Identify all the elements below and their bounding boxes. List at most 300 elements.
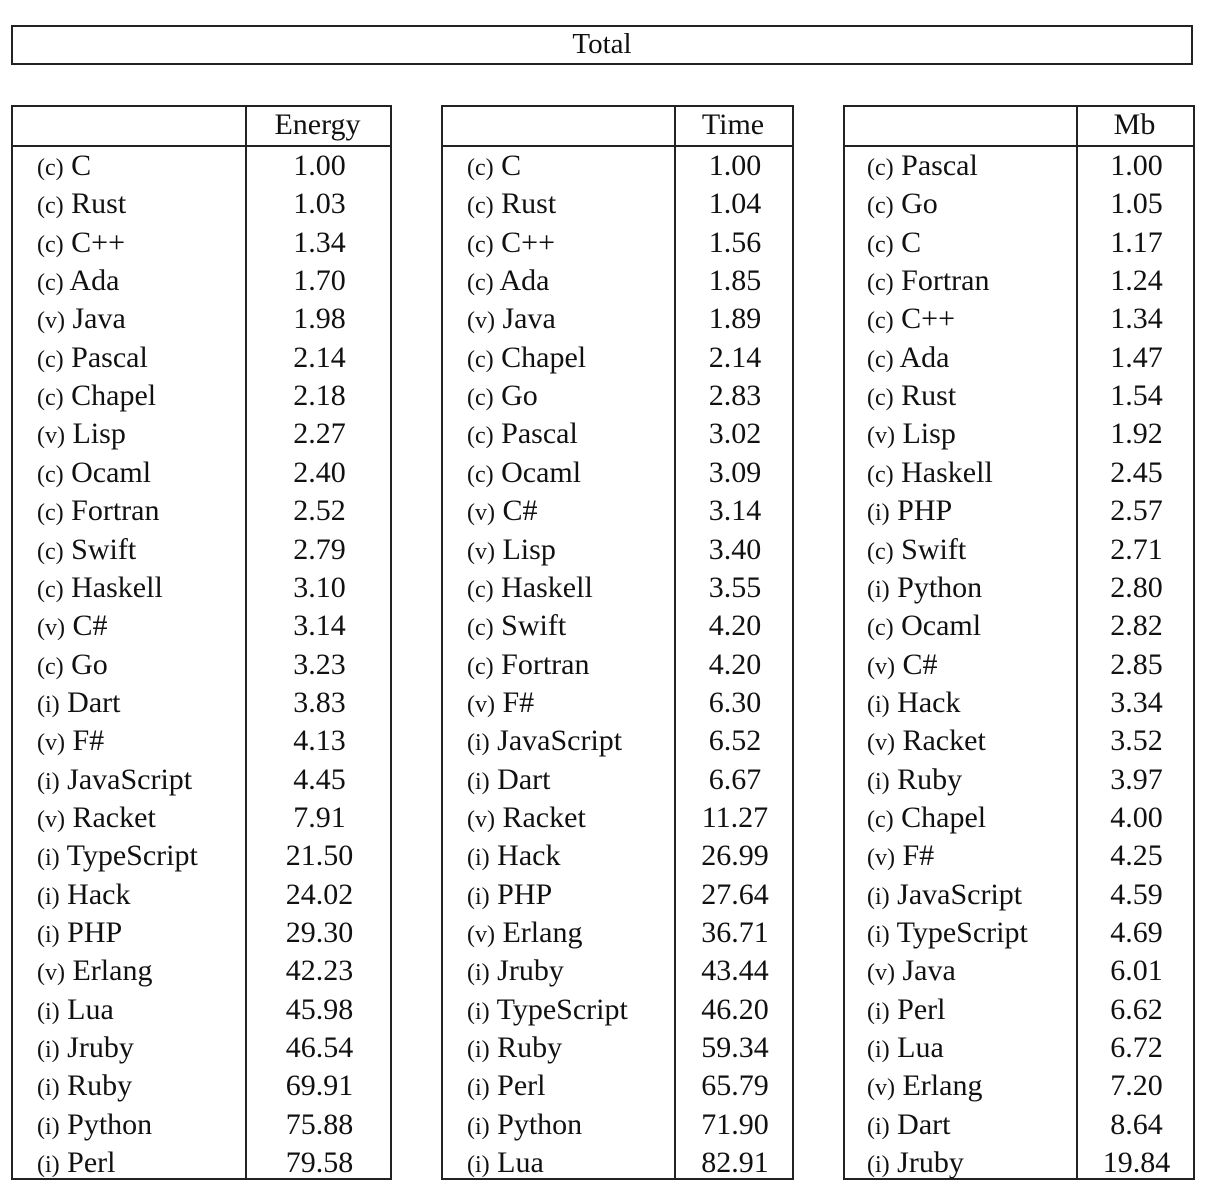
language-cell xyxy=(867,876,1022,916)
execution-type: (v) xyxy=(867,1075,895,1101)
language-cell xyxy=(867,300,955,340)
value-cell: 3.14 xyxy=(708,494,762,527)
execution-type: (v) xyxy=(37,807,65,833)
execution-type: (v) xyxy=(467,807,495,833)
table-row xyxy=(13,722,390,760)
language-name: JavaScript xyxy=(497,724,623,757)
execution-type: (c) xyxy=(37,500,64,526)
execution-type: (c) xyxy=(467,385,494,411)
language-cell xyxy=(867,185,938,225)
value-cell: 65.79 xyxy=(701,1069,769,1102)
value-cell: 19.84 xyxy=(1102,1146,1171,1179)
table-row xyxy=(443,837,792,875)
execution-type: (c) xyxy=(867,308,894,334)
language-name: Lua xyxy=(497,1146,544,1179)
language-name: Ada xyxy=(499,264,550,297)
table-row xyxy=(13,684,390,722)
table-row xyxy=(845,646,1193,684)
table-row xyxy=(443,377,792,415)
language-cell xyxy=(37,262,119,302)
table-row xyxy=(13,1067,390,1105)
language-name: Jruby xyxy=(897,1146,964,1179)
table-row xyxy=(443,607,792,645)
execution-type: (v) xyxy=(37,615,65,641)
value-cell: 6.01 xyxy=(1110,954,1163,987)
table-row xyxy=(443,914,792,952)
table-row xyxy=(443,722,792,760)
language-cell xyxy=(37,1144,115,1184)
language-cell xyxy=(867,1029,944,1069)
table-row xyxy=(443,415,792,453)
language-cell xyxy=(867,799,986,839)
execution-type: (i) xyxy=(867,692,890,718)
value-cell: 1.54 xyxy=(1110,379,1163,412)
table-row xyxy=(443,454,792,492)
language-name: Lua xyxy=(897,1031,944,1064)
language-name: Python xyxy=(897,571,983,604)
language-name: Pascal xyxy=(71,341,148,374)
value-cell: 2.14 xyxy=(293,341,346,374)
value-cell: 3.23 xyxy=(293,648,346,681)
language-cell xyxy=(867,569,982,609)
value-cell: 1.04 xyxy=(708,187,762,220)
value-cell: 1.00 xyxy=(708,149,762,182)
language-name: Lisp xyxy=(502,533,556,566)
table-row xyxy=(443,1106,792,1144)
value-cell: 29.30 xyxy=(285,916,354,949)
table-row xyxy=(443,224,792,262)
execution-type: (i) xyxy=(867,922,890,948)
table-row xyxy=(13,991,390,1029)
execution-type: (c) xyxy=(37,193,64,219)
table-row xyxy=(443,1144,792,1182)
execution-type: (i) xyxy=(37,884,60,910)
language-cell xyxy=(467,454,581,494)
value-cell: 1.85 xyxy=(708,264,762,297)
language-name: Java xyxy=(72,302,126,335)
language-name: Jruby xyxy=(497,954,564,987)
language-name: Rust xyxy=(71,187,127,220)
language-cell xyxy=(467,799,586,839)
value-cell: 1.34 xyxy=(293,226,346,259)
execution-type: (i) xyxy=(867,1114,890,1140)
execution-type: (i) xyxy=(467,845,490,871)
execution-type: (c) xyxy=(37,347,64,373)
value-cell: 1.24 xyxy=(1110,264,1163,297)
table-row xyxy=(13,185,390,223)
table-row xyxy=(443,339,792,377)
value-cell: 6.62 xyxy=(1110,993,1163,1026)
language-cell xyxy=(867,377,956,417)
value-cell: 82.91 xyxy=(701,1146,769,1179)
language-name: Fortran xyxy=(901,264,990,297)
execution-type: (v) xyxy=(467,500,495,526)
language-cell xyxy=(867,147,978,187)
language-cell xyxy=(467,377,538,417)
language-cell xyxy=(467,1144,544,1184)
execution-type: (v) xyxy=(37,423,65,449)
value-cell: 3.83 xyxy=(293,686,346,719)
language-cell xyxy=(37,1106,152,1146)
language-cell xyxy=(467,262,549,302)
table-row xyxy=(13,377,390,415)
value-cell: 2.71 xyxy=(1110,533,1163,566)
language-name: Haskell xyxy=(501,571,593,604)
language-name: Ocaml xyxy=(901,609,982,642)
execution-type: (c) xyxy=(37,270,64,296)
value-cell: 46.54 xyxy=(285,1031,354,1064)
language-name: C# xyxy=(72,609,108,642)
value-cell: 2.82 xyxy=(1110,609,1163,642)
language-name: Dart xyxy=(497,763,551,796)
value-cell: 1.17 xyxy=(1110,226,1163,259)
table-row xyxy=(443,300,792,338)
language-cell xyxy=(37,569,163,609)
execution-type: (c) xyxy=(467,615,494,641)
execution-type: (c) xyxy=(867,385,894,411)
value-cell: 2.45 xyxy=(1110,456,1163,489)
language-cell xyxy=(467,876,552,916)
value-cell: 1.56 xyxy=(708,226,762,259)
execution-type: (v) xyxy=(37,960,65,986)
language-cell xyxy=(467,914,582,954)
value-cell: 3.14 xyxy=(293,609,346,642)
execution-type: (c) xyxy=(467,423,494,449)
language-name: C# xyxy=(502,494,538,527)
language-name: Dart xyxy=(67,686,121,719)
execution-type: (c) xyxy=(867,807,894,833)
value-cell: 3.55 xyxy=(708,571,762,604)
language-name: Racket xyxy=(72,801,156,834)
table-row xyxy=(845,991,1193,1029)
language-name: Python xyxy=(67,1108,153,1141)
value-cell: 43.44 xyxy=(701,954,769,987)
language-name: Rust xyxy=(501,187,557,220)
execution-type: (i) xyxy=(37,1037,60,1063)
table-row xyxy=(845,339,1193,377)
table-row xyxy=(443,1029,792,1067)
execution-type: (i) xyxy=(467,884,490,910)
language-cell xyxy=(37,300,126,340)
language-cell xyxy=(867,952,956,992)
value-cell: 1.05 xyxy=(1110,187,1163,220)
language-cell xyxy=(467,492,538,532)
execution-type: (v) xyxy=(867,730,895,756)
language-name: F# xyxy=(902,839,935,872)
language-name: Java xyxy=(902,954,956,987)
table-row xyxy=(845,607,1193,645)
language-cell xyxy=(867,837,934,877)
language-cell xyxy=(867,991,945,1031)
value-cell: 4.59 xyxy=(1110,878,1163,911)
value-cell: 6.72 xyxy=(1110,1031,1163,1064)
table-row xyxy=(13,952,390,990)
language-cell xyxy=(37,914,122,954)
execution-type: (i) xyxy=(867,500,890,526)
value-cell: 3.02 xyxy=(708,417,762,450)
language-cell xyxy=(867,415,956,455)
language-cell xyxy=(37,607,108,647)
language-cell xyxy=(867,262,989,302)
language-name: Java xyxy=(502,302,556,335)
table-row xyxy=(13,761,390,799)
value-cell: 7.91 xyxy=(293,801,346,834)
value-cell: 1.70 xyxy=(293,264,346,297)
language-name: PHP xyxy=(897,494,953,527)
language-cell xyxy=(37,185,126,225)
language-cell xyxy=(867,761,962,801)
language-cell xyxy=(867,492,952,532)
table-row xyxy=(443,492,792,530)
execution-type: (v) xyxy=(467,692,495,718)
execution-type: (i) xyxy=(37,692,60,718)
table-row xyxy=(845,684,1193,722)
language-cell xyxy=(467,1067,545,1107)
table-row xyxy=(443,185,792,223)
execution-type: (i) xyxy=(867,577,890,603)
table-row xyxy=(845,454,1193,492)
value-cell: 1.98 xyxy=(293,302,346,335)
value-cell: 27.64 xyxy=(701,878,769,911)
table-row xyxy=(845,531,1193,569)
execution-type: (i) xyxy=(467,1152,490,1178)
language-name: Erlang xyxy=(902,1069,983,1102)
language-name: Go xyxy=(901,187,938,220)
execution-type: (c) xyxy=(467,193,494,219)
language-name: Swift xyxy=(71,533,137,566)
execution-type: (i) xyxy=(467,1114,490,1140)
value-cell: 1.89 xyxy=(708,302,762,335)
language-cell xyxy=(37,876,130,916)
execution-type: (v) xyxy=(867,845,895,871)
table-row xyxy=(13,799,390,837)
execution-type: (c) xyxy=(37,155,64,181)
language-cell xyxy=(867,1106,950,1146)
table-row xyxy=(13,339,390,377)
table-row xyxy=(13,415,390,453)
language-name: Ocaml xyxy=(501,456,582,489)
execution-type: (c) xyxy=(867,539,894,565)
value-cell: 2.27 xyxy=(293,417,346,450)
execution-type: (i) xyxy=(467,999,490,1025)
language-name: PHP xyxy=(67,916,123,949)
language-cell xyxy=(467,761,550,801)
execution-type: (c) xyxy=(867,155,894,181)
execution-type: (v) xyxy=(467,308,495,334)
value-cell: 45.98 xyxy=(285,993,354,1026)
execution-type: (c) xyxy=(467,347,494,373)
language-name: Rust xyxy=(901,379,957,412)
language-cell xyxy=(37,224,125,264)
table-row xyxy=(443,1067,792,1105)
language-name: TypeScript xyxy=(66,839,198,872)
language-name: Perl xyxy=(67,1146,116,1179)
value-cell: 3.40 xyxy=(708,533,762,566)
language-name: Chapel xyxy=(71,379,157,412)
language-cell xyxy=(867,339,949,379)
table-row xyxy=(443,684,792,722)
execution-type: (i) xyxy=(867,1152,890,1178)
language-cell xyxy=(467,569,593,609)
language-cell xyxy=(867,684,960,724)
value-cell: 3.97 xyxy=(1110,763,1163,796)
value-cell: 2.18 xyxy=(293,379,346,412)
value-cell: 4.20 xyxy=(708,609,762,642)
value-cell: 11.27 xyxy=(701,801,769,834)
language-cell xyxy=(467,684,534,724)
language-cell xyxy=(867,224,921,264)
execution-type: (c) xyxy=(867,270,894,296)
language-cell xyxy=(37,991,114,1031)
language-name: Lua xyxy=(67,993,114,1026)
language-cell xyxy=(37,646,108,686)
value-cell: 3.52 xyxy=(1110,724,1163,757)
language-name: Ruby xyxy=(897,763,963,796)
value-cell: 1.92 xyxy=(1110,417,1163,450)
language-name: F# xyxy=(72,724,105,757)
execution-type: (c) xyxy=(37,232,64,258)
table-row xyxy=(443,531,792,569)
language-name: C xyxy=(901,226,922,259)
language-name: Lisp xyxy=(72,417,126,450)
table-row xyxy=(443,799,792,837)
value-cell: 4.45 xyxy=(293,763,346,796)
execution-type: (i) xyxy=(467,1075,490,1101)
value-cell: 8.64 xyxy=(1110,1108,1163,1141)
language-cell xyxy=(467,646,589,686)
language-name: Python xyxy=(497,1108,583,1141)
language-name: Ada xyxy=(69,264,120,297)
table-row xyxy=(845,952,1193,990)
language-cell xyxy=(37,1029,134,1069)
table-row xyxy=(845,1106,1193,1144)
language-name: TypeScript xyxy=(896,916,1028,949)
language-name: Racket xyxy=(502,801,586,834)
table-row xyxy=(13,262,390,300)
language-name: Fortran xyxy=(501,648,590,681)
value-cell: 4.00 xyxy=(1110,801,1163,834)
language-cell xyxy=(467,531,556,571)
table-row xyxy=(13,914,390,952)
language-name: C xyxy=(501,149,522,182)
language-cell xyxy=(37,1067,132,1107)
table-row xyxy=(845,876,1193,914)
table-row xyxy=(13,837,390,875)
value-cell: 1.00 xyxy=(1110,149,1163,182)
language-cell xyxy=(867,646,938,686)
table-row xyxy=(845,300,1193,338)
execution-type: (i) xyxy=(37,999,60,1025)
language-name: Erlang xyxy=(72,954,153,987)
execution-type: (v) xyxy=(867,423,895,449)
execution-type: (i) xyxy=(867,769,890,795)
language-name: Dart xyxy=(897,1108,951,1141)
value-cell: 3.10 xyxy=(293,571,346,604)
table-row xyxy=(845,492,1193,530)
language-name: Hack xyxy=(67,878,131,911)
language-name: Go xyxy=(501,379,538,412)
table-row xyxy=(13,1144,390,1182)
value-cell: 6.52 xyxy=(708,724,762,757)
language-name: JavaScript xyxy=(897,878,1023,911)
language-name: Hack xyxy=(897,686,961,719)
language-cell xyxy=(867,722,986,762)
value-cell: 2.14 xyxy=(708,341,762,374)
value-cell: 26.99 xyxy=(701,839,769,872)
language-name: Jruby xyxy=(67,1031,134,1064)
language-name: C# xyxy=(902,648,938,681)
execution-type: (v) xyxy=(37,730,65,756)
table-row xyxy=(443,876,792,914)
execution-type: (c) xyxy=(37,462,64,488)
language-cell xyxy=(867,607,981,647)
language-name: Swift xyxy=(901,533,967,566)
execution-type: (v) xyxy=(467,539,495,565)
table-row xyxy=(443,761,792,799)
execution-type: (i) xyxy=(37,922,60,948)
execution-type: (i) xyxy=(467,1037,490,1063)
execution-type: (c) xyxy=(37,577,64,603)
execution-type: (c) xyxy=(467,654,494,680)
language-name: Lisp xyxy=(902,417,956,450)
language-cell xyxy=(867,1067,982,1107)
execution-type: (v) xyxy=(867,960,895,986)
language-cell xyxy=(467,415,578,455)
value-cell: 2.80 xyxy=(1110,571,1163,604)
language-cell xyxy=(467,607,566,647)
value-cell: 36.71 xyxy=(701,916,769,949)
table-row xyxy=(13,1106,390,1144)
language-name: Perl xyxy=(897,993,946,1026)
energy-header: Energy xyxy=(274,108,361,141)
language-cell xyxy=(37,799,156,839)
table-row xyxy=(443,147,792,185)
value-cell: 2.79 xyxy=(293,533,346,566)
language-cell xyxy=(37,761,192,801)
value-cell: 4.20 xyxy=(708,648,762,681)
table-row xyxy=(13,300,390,338)
table-row xyxy=(443,646,792,684)
execution-type: (i) xyxy=(867,1037,890,1063)
language-cell xyxy=(467,837,560,877)
language-cell xyxy=(467,991,628,1031)
execution-type: (i) xyxy=(37,1152,60,1178)
language-name: Chapel xyxy=(501,341,587,374)
value-cell: 42.23 xyxy=(285,954,354,987)
execution-type: (i) xyxy=(37,845,60,871)
energy-table xyxy=(11,105,392,1180)
mb-table xyxy=(843,105,1195,1180)
language-name: C++ xyxy=(501,226,555,259)
table-row xyxy=(845,761,1193,799)
table-row xyxy=(13,607,390,645)
language-cell xyxy=(867,1144,964,1184)
value-cell: 21.50 xyxy=(285,839,354,872)
execution-type: (c) xyxy=(867,615,894,641)
execution-type: (c) xyxy=(467,232,494,258)
value-cell: 1.34 xyxy=(1110,302,1163,335)
value-cell: 1.47 xyxy=(1110,341,1163,374)
mb-header: Mb xyxy=(1113,108,1156,141)
table-row xyxy=(845,1029,1193,1067)
language-cell xyxy=(37,377,156,417)
execution-type: (v) xyxy=(37,308,65,334)
table-row xyxy=(845,415,1193,453)
language-name: Erlang xyxy=(502,916,583,949)
language-name: Go xyxy=(71,648,108,681)
value-cell: 71.90 xyxy=(701,1108,769,1141)
execution-type: (c) xyxy=(867,347,894,373)
